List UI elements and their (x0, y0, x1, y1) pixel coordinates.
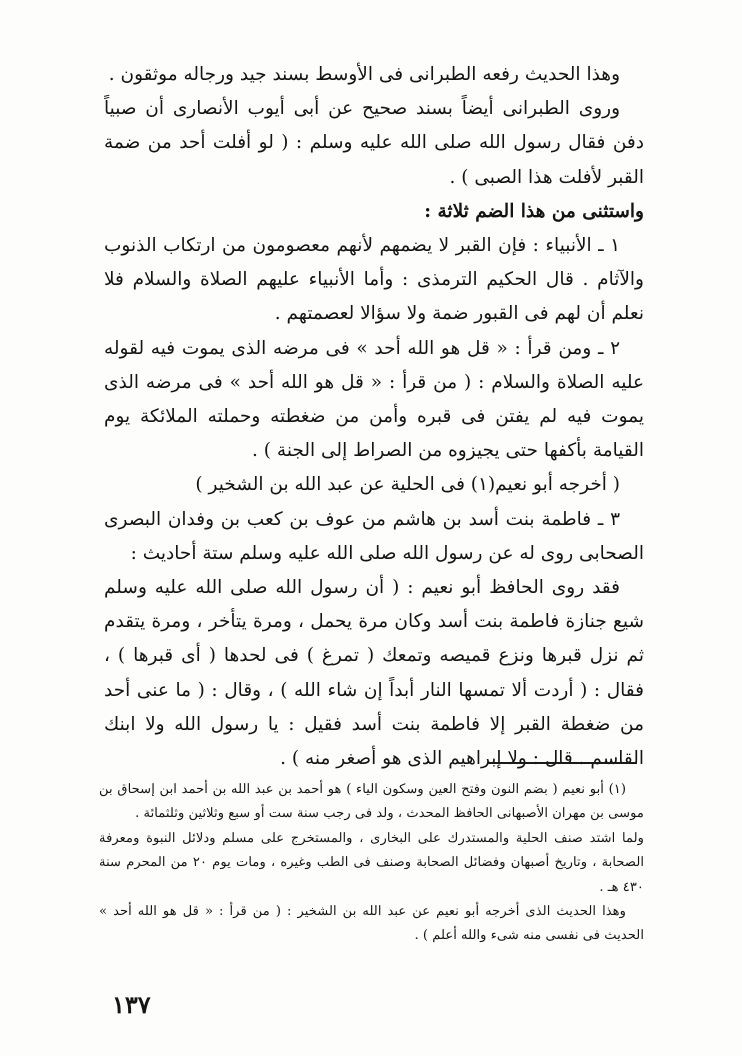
paragraph-abu-nuaym-narration: فقد روى الحافظ أبو نعيم : ( أن رسول الله صلى الله عليه وسلم شيع جنازة فاطمة بنت أسد وكان مرة يحمل ، ومرة يتأخر ، ومرة يتقدم ثم نزل قبرها ونزع قميصه وتمعك ( تمرغ ) فى لحدها ( أى قبرها ) ، فقال : ( أردت ألا تمسها النار أبداً إن شاء الله ) ، وقال : ( ما عنى أحد من ضغطة القبر إلا فاطمة بنت أسد فقيل : يا رسول الله ولا ابنك القاسم . قال : ولا إبراهيم الذى هو أصغر منه ) . (104, 577, 644, 770)
footnote-abu-nuaym: (١) أبو نعيم ( بضم النون وفتح العين وسكون الياء ) هو أحمد بن عبد الله بن أحمد ابن إسحاق بن موسى بن مهران الأصبهانى الحافظ المحدث ، ولد فى رجب سنة ست أو سبع وثلاثين وثلثمائة . (99, 782, 644, 822)
paragraph-ikhlas-reciter: ٢ ـ ومن قرأ : « قل هو الله أحد » فى مرضه الذى يموت فيه لقوله عليه الصلاة والسلام : ( من قرأ : « قل هو الله أحد » فى مرضه الذى يموت فيه لم يفتن فى قبره وأمن من ضغطته وحملته الملائكة يوم القيامة بأكفها حتى يجيزوه من الصراط إلى الجنة ) . (104, 337, 644, 462)
paragraph-source-reference: ( أخرجه أبو نعيم(١) فى الحلية عن عبد الله بن الشخير ) (195, 474, 620, 496)
paragraph-hadith-note: وهذا الحديث رفعه الطبرانى فى الأوسط بسند جيد ورجاله موثقون . (108, 64, 620, 85)
footnotes (99, 778, 644, 949)
footnote-hadith-remark: وهذا الحديث الذى أخرجه أبو نعيم عن عبد الله بن الشخير : ( من قرأ : « قل هو الله أحد » الحديث فى نفسى منه شىء والله أعلم ) . (99, 904, 644, 944)
main-text (104, 58, 644, 776)
page-number: ١٣٧ (112, 990, 151, 1019)
paragraph-tabarani-narration: وروى الطبرانى أيضاً بسند صحيح عن أبى أيوب الأنصارى أن صبياً دفن فقال رسول الله صلى الله عليه وسلم : ( لو أفلت أحد من ضمة القبر لأفلت هذا الصبى ) . (104, 98, 644, 188)
footnote-works: ولما اشتد صنف الحلية والمستدرك على البخارى ، والمستخرج على مسلم ودلائل النبوة ومعرفة الصحابة ، وتاريخ أصبهان وفضائل الصحابة وصنف فى الطب وغيره ، ومات يوم ٢٠ من المحرم سنة ٤٣٠ هـ . (99, 830, 644, 895)
paragraph-prophets: ١ ـ الأنبياء : فإن القبر لا يضمهم لأنهم معصومون من ارتكاب الذنوب والآثام . قال الحكيم الترمذى : وأما الأنبياء عليهم الصلاة والسلام فلا نعلم أن لهم فى القبور ضمة ولا سؤالا لعصمتهم . (104, 235, 644, 325)
paragraph-fatima-bint-asad: ٣ ـ فاطمة بنت أسد بن هاشم من عوف بن كعب بن وفدان البصرى الصحابى روى له عن رسول الله صلى الله عليه وسلم ستة أحاديث : (104, 508, 644, 564)
footnote-divider (487, 762, 637, 764)
section-heading-exceptions: واستثنى من هذا الضم ثلاثة : (424, 200, 644, 222)
